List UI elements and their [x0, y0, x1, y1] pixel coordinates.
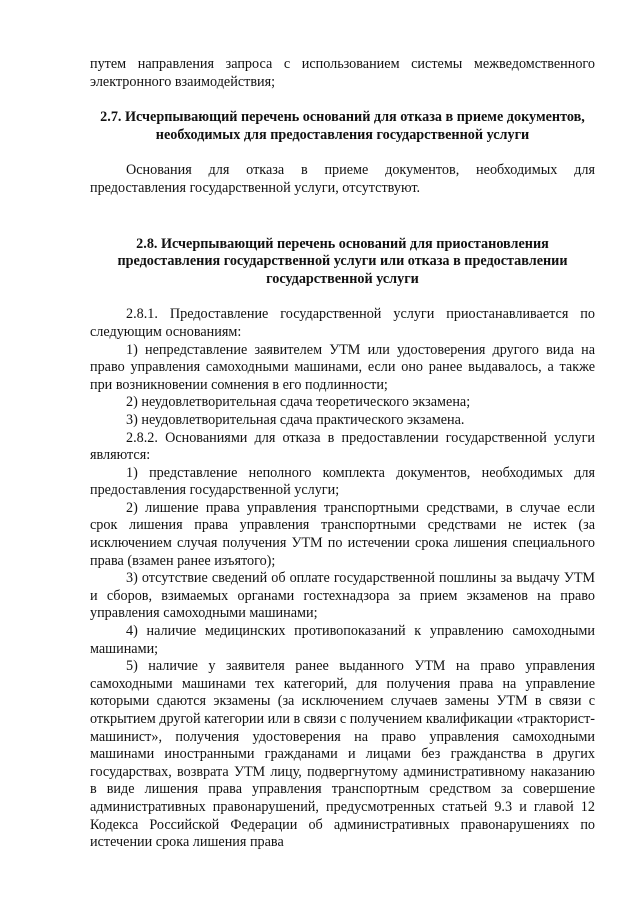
list-item-refuse-4: 4) наличие медицинских противопоказаний к управлению самоходными машинами; [90, 623, 595, 657]
spacer [90, 144, 595, 162]
list-item-suspend-2: 2) неудовлетворительная сдача теоретического экзамена; [126, 394, 471, 411]
spacer [90, 91, 595, 109]
list-item-refuse-5: 5) наличие у заявителя ранее выданного УТМ на право управления самоходными машинами тех категорий, для получения права на управление которыми сдаются экзамены (за исключением случаев замены УТМ в связи с открытием другой категории или в связи с получением квалификации «тракторист-машинист», получения удостоверения на право управления самоходными машинами иностранными гражданами и лицами без гражданства в других государствах, возврата УТМ лицу, подвергнутому административному наказанию в виде лишения права управления транспортным средством за совершение административных правонарушений, предусмотренных статьей 9.3 и главой 12 Кодекса Российской Федерации об административных правонарушениях по истечении срока лишения права [90, 658, 595, 851]
list-item-refuse-1: 1) представление неполного комплекта документов, необходимых для предоставления государственной услуги; [90, 464, 595, 499]
list-item-refuse-3: 3) отсутствие сведений об оплате государственной пошлины за выдачу УТМ и сборов, взимаемых органами гостехнадзора за прием экзаменов на право управления самоходными машинами; [90, 570, 595, 622]
list-item-refuse-2: 2) лишение права управления транспортными средствами, в случае если срок лишения права управления транспортными средствами не истек (за исключением случая получения УТМ по истечении срока лишения специального права (взамен ранее изъятого); [90, 499, 595, 569]
spacer [90, 198, 595, 236]
section-2-8-heading: 2.8. Исчерпывающий перечень оснований для приостановления предоставления государственной услуги или отказа в предоставлении государственной услуги [117, 235, 568, 287]
spacer [90, 288, 595, 306]
paragraph-2-8-2: 2.8.2. Основаниями для отказа в предоставлении государственной услуги являются: [90, 429, 595, 464]
list-item-suspend-3: 3) неудовлетворительная сдача практического экзамена. [126, 411, 465, 428]
intro-paragraph: путем направления запроса с использованием системы межведомственного электронного взаимодействия; [90, 56, 595, 90]
section-2-7-body: Основания для отказа в приеме документов, необходимых для предоставления государственной услуги, отсутствуют. [90, 162, 595, 196]
paragraph-2-8-1: 2.8.1. Предоставление государственной услуги приостанавливается по следующим основаниям: [90, 306, 595, 340]
section-2-7-heading: 2.7. Исчерпывающий перечень оснований для отказа в приеме документов, необходимых для предоставления государственной услуги [100, 109, 585, 143]
list-item-suspend-1: 1) непредставление заявителем УТМ или удостоверения другого вида на право управления самоходными машинами, если оно ранее выдавалось, а также при возникновении сомнения в его подлинности; [90, 341, 595, 393]
document-page [90, 56, 595, 852]
